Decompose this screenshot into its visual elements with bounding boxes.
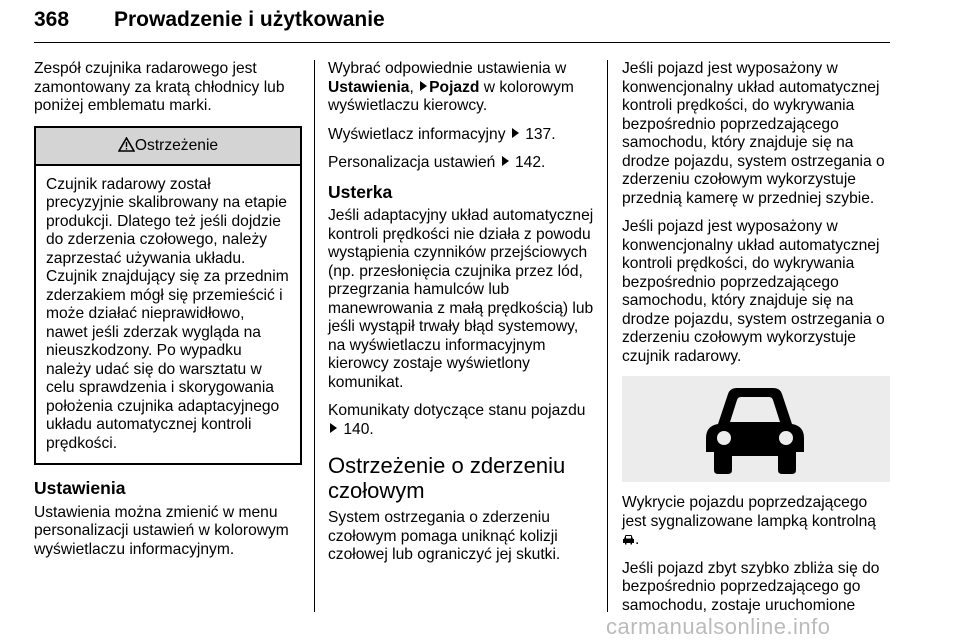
menu-arrow-icon: [420, 81, 427, 91]
reference-vehicle-messages: [328, 402, 596, 439]
reference-page: 140.: [343, 420, 374, 438]
car-indicator-icon: [622, 534, 635, 545]
detection-end: .: [635, 531, 640, 548]
paragraph-approach: Jeśli pojazd zbyt szybko zbliża się do bezpośrednio poprzedzającego go samochodu, zostaje uruchomione: [622, 559, 880, 614]
page-reference-arrow-icon: [330, 423, 337, 433]
reference-text: Personalizacja ustawień: [328, 154, 496, 171]
reference-text: Wyświetlacz informacyjny: [328, 125, 506, 143]
column-divider: [314, 60, 315, 612]
page-reference-arrow-icon: [512, 128, 519, 138]
warning-title: Ostrzeżenie: [134, 136, 219, 154]
paragraph-camera: Jeśli pojazd jest wyposażony w konwencjonalny układ automatycznej kontroli prędkości, do wykrywania bezpośrednio poprzedzającego samochodu, który znajduje się na drodze pojazdu, system ostrzegania o zderzeniu czołowym wykorzystuje przednią kamerę w przedniej szybie.: [622, 60, 885, 207]
reference-page: 137.: [525, 125, 556, 143]
paragraph-detection: [622, 494, 890, 550]
header-divider: [34, 42, 890, 43]
paragraph-radar: Jeśli pojazd jest wyposażony w konwencjonalny układ automatycznej kontroli prędkości, do wykrywania bezpośrednio poprzedzającego samochodu, który znajduje się na drodze pojazdu, system ostrzegania o zderzeniu czołowym wykorzystuje czujnik radarowy.: [622, 218, 885, 365]
section-title: Ostrzeżenie o zderzeniu czołowym: [328, 453, 566, 503]
page-reference-arrow-icon: [502, 156, 509, 166]
page-title: Prowadzenie i użytkowanie: [114, 8, 385, 31]
intro-paragraph: Zespół czujnika radarowego jest zamontowany za kratą chłodnicy lub poniżej emblematu marki.: [34, 60, 285, 114]
select-settings-paragraph: Wybrać odpowiednie ustawienia w Ustawienia, Pojazd w kolorowym wyświetlaczu kierowcy.: [328, 60, 574, 114]
fault-paragraph: Jeśli adaptacyjny układ automatycznej kontroli prędkości nie działa z powodu wystąpienia czynników przejściowych (np. przesłonięcia czujnika przez lód, przegrzania hamulców lub manewrowania z małą prędkością) lub jeśli wystąpił trwały błąd systemowy, na wyświetlaczu informacyjnym kierowcy zostaje wyświetlony komunikat.: [328, 207, 594, 391]
reference-text: Komunikaty dotyczące stanu pojazdu: [328, 402, 586, 419]
select-pre-text: Wybrać odpowiednie ustawienia w: [328, 60, 567, 77]
menu-vehicle-label: Pojazd: [429, 78, 480, 96]
reference-page: 142.: [514, 154, 546, 171]
page-number: 368: [34, 8, 70, 31]
warning-box: [34, 126, 302, 466]
settings-paragraph: Ustawienia można zmienić w menu personalizacji ustawień w kolorowym wyświetlaczu informacyjnym.: [34, 503, 289, 558]
settings-heading: Ustawienia: [34, 478, 126, 498]
section-paragraph: System ostrzegania o zderzeniu czołowym pomaga uniknąć kolizji czołowej lub ograniczyć jej skutki.: [328, 509, 561, 563]
column-left: [34, 60, 302, 569]
detection-text: Wykrycie pojazdu poprzedzającego jest sygnalizowane lampką kontrolną: [622, 494, 876, 530]
reference-personalization: [328, 154, 596, 173]
watermark: carmanualsonline.info: [606, 614, 831, 639]
column-right: [622, 60, 890, 625]
reference-info-display: [328, 126, 596, 145]
warning-text: Czujnik radarowy został precyzyjnie skalibrowany na etapie produkcji. Dlatego też jeśli dojdzie do zderzenia czołowego, należy zaprzestać używania układu. Czujnik znajdujący się za przednim zderzakiem mógł się przemieścić i może działać nieprawidłowo, nawet jeśli zderzak wygląda na nieuszkodzony. Po wypadku należy udać się do warsztatu w celu sprawdzenia i skorygowania położenia czujnika adaptacyjnego układu automatycznej kontroli prędkości.: [46, 175, 289, 452]
car-illustration: [622, 376, 890, 482]
column-divider: [607, 60, 608, 612]
page-header: [34, 8, 890, 48]
warning-triangle-icon: [118, 137, 135, 152]
car-front-icon: [690, 384, 820, 476]
warning-header: [36, 128, 300, 166]
select-post-text: w kolorowym wyświetlaczu kierowcy.: [328, 78, 574, 114]
column-middle: [328, 60, 596, 575]
menu-settings-label: Ustawienia: [328, 78, 410, 96]
fault-heading: Usterka: [328, 181, 393, 202]
